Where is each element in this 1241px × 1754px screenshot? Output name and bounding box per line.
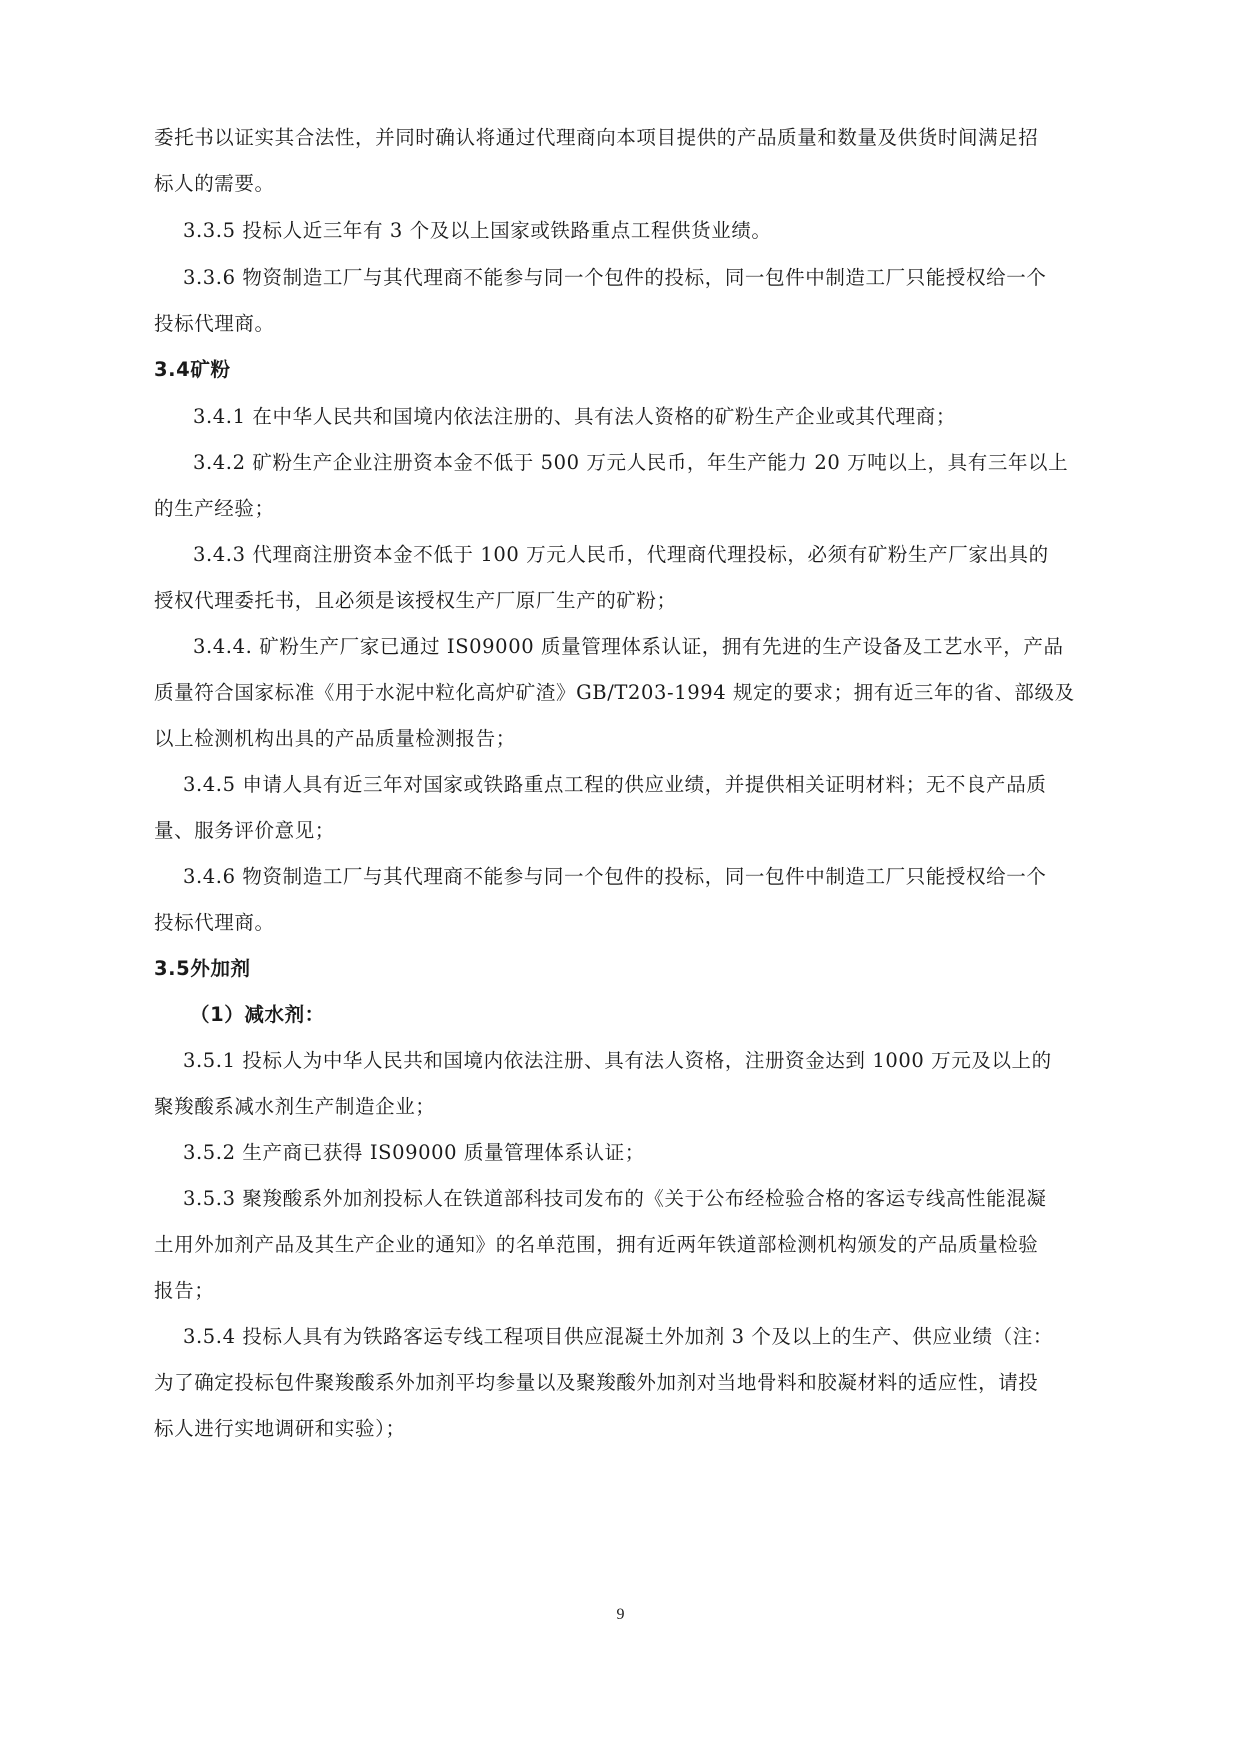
clause-3-4-1: 3.4.1 在中华人民共和国境内依法注册的、具有法人资格的矿粉生产企业或其代理商； [193, 405, 956, 428]
body-text-line: 以上检测机构出具的产品质量检测报告； [154, 727, 516, 750]
body-text-line: 报告； [154, 1279, 215, 1302]
clause-3-5-2: 3.5.2 生产商已获得 IS09000 质量管理体系认证； [183, 1141, 645, 1164]
body-text-line: 为了确定投标包件聚羧酸系外加剂平均参量以及聚羧酸外加剂对当地骨料和胶凝材料的适应性，请投 [154, 1371, 1039, 1394]
body-text-line: 标人的需要。 [154, 172, 275, 195]
body-text-line: 聚羧酸系减水剂生产制造企业； [154, 1095, 436, 1118]
body-text-line: 投标代理商。 [154, 312, 275, 335]
subsection-heading-water-reducer: （1）减水剂： [190, 1003, 325, 1026]
clause-3-4-2: 3.4.2 矿粉生产企业注册资本金不低于 500 万元人民币，年生产能力 20 万吨以上，具有三年以上 [193, 451, 1069, 474]
clause-3-5-4: 3.5.4 投标人具有为铁路客运专线工程项目供应混凝土外加剂 3 个及以上的生产、供应业绩（注： [183, 1325, 1053, 1348]
body-text-line: 委托书以证实其合法性，并同时确认将通过代理商向本项目提供的产品质量和数量及供货时间满足招 [154, 126, 1039, 149]
body-text-line: 量、服务评价意见； [154, 819, 335, 842]
body-text-line: 授权代理委托书，且必须是该授权生产厂原厂生产的矿粉； [154, 589, 677, 612]
clause-3-3-6: 3.3.6 物资制造工厂与其代理商不能参与同一个包件的投标，同一包件中制造工厂只能授权给一个 [183, 266, 1047, 289]
clause-3-4-6: 3.4.6 物资制造工厂与其代理商不能参与同一个包件的投标，同一包件中制造工厂只能授权给一个 [183, 865, 1047, 888]
body-text-line: 标人进行实地调研和实验）； [154, 1417, 406, 1440]
section-heading-3-5: 3.5外加剂 [154, 957, 251, 980]
page-number: 9 [616, 1606, 625, 1623]
body-text-line: 土用外加剂产品及其生产企业的通知》的名单范围，拥有近两年铁道部检测机构颁发的产品质量检验 [154, 1233, 1039, 1256]
body-text-line: 投标代理商。 [154, 911, 275, 934]
clause-3-5-3: 3.5.3 聚羧酸系外加剂投标人在铁道部科技司发布的《关于公布经检验合格的客运专线高性能混凝 [183, 1187, 1047, 1210]
body-text-line: 的生产经验； [154, 497, 275, 520]
clause-3-3-5: 3.3.5 投标人近三年有 3 个及以上国家或铁路重点工程供货业绩。 [183, 219, 772, 242]
clause-3-4-3: 3.4.3 代理商注册资本金不低于 100 万元人民币，代理商代理投标，必须有矿粉生产厂家出具的 [193, 543, 1049, 566]
section-heading-3-4: 3.4矿粉 [154, 358, 231, 381]
clause-3-4-4: 3.4.4. 矿粉生产厂家已通过 IS09000 质量管理体系认证，拥有先进的生产设备及工艺水平，产品 [193, 635, 1064, 658]
clause-3-5-1: 3.5.1 投标人为中华人民共和国境内依法注册、具有法人资格，注册资金达到 1000 万元及以上的 [183, 1049, 1052, 1072]
body-text-line: 质量符合国家标准《用于水泥中粒化高炉矿渣》GB/T203-1994 规定的要求；拥有近三年的省、部级及 [154, 681, 1075, 704]
clause-3-4-5: 3.4.5 申请人具有近三年对国家或铁路重点工程的供应业绩，并提供相关证明材料；无不良产品质 [183, 773, 1047, 796]
